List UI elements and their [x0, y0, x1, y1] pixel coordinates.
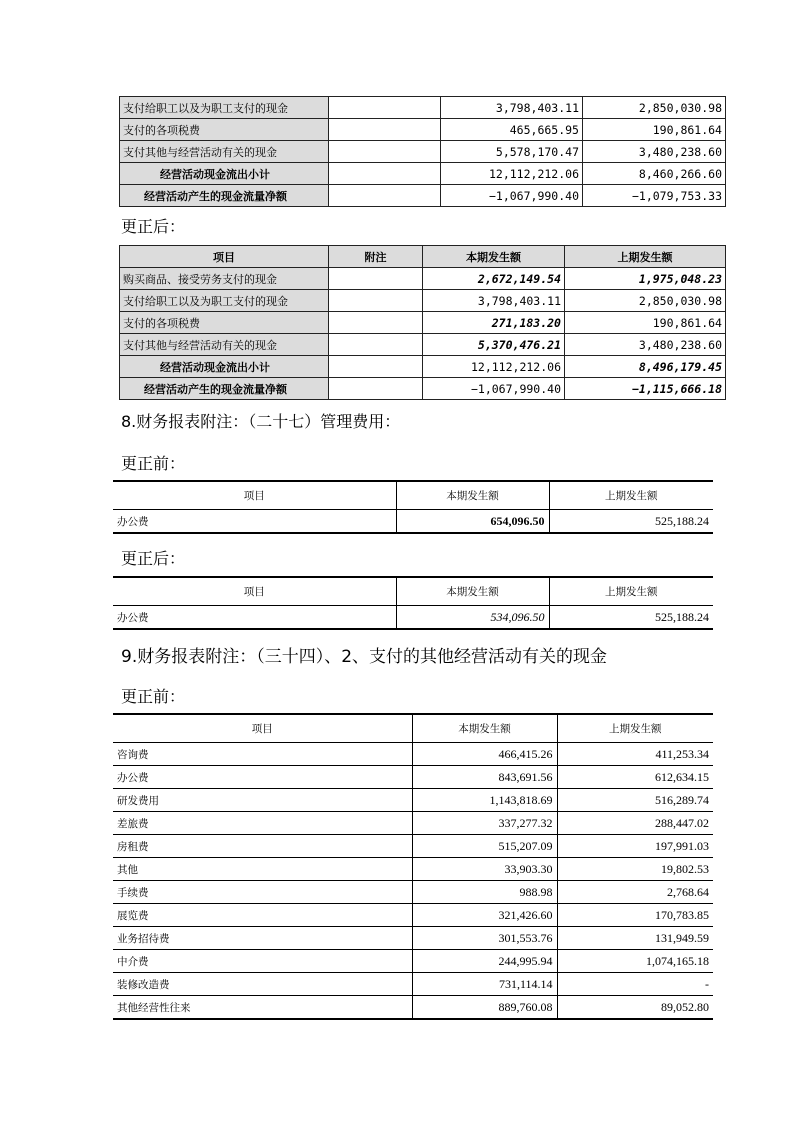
- header-previous: 上期发生额: [557, 714, 713, 743]
- row-item: 其他: [113, 858, 412, 881]
- table-row: [113, 606, 713, 630]
- table-row: [120, 290, 726, 312]
- row-current: 5,578,170.47: [441, 141, 583, 163]
- row-item: 支付给职工以及为职工支付的现金: [120, 97, 329, 119]
- row-item: 经营活动产生的现金流量净额: [120, 185, 329, 207]
- row-previous: 525,188.24: [549, 510, 713, 534]
- table-row: [120, 119, 726, 141]
- row-item: 经营活动产生的现金流量净额: [120, 378, 329, 400]
- table-header-row: [113, 714, 713, 743]
- table-row: [113, 904, 713, 927]
- row-previous: −1,115,666.18: [565, 378, 726, 400]
- header-item: 项目: [113, 577, 396, 606]
- row-previous: 2,850,030.98: [565, 290, 726, 312]
- row-previous: 2,768.64: [557, 881, 713, 904]
- admin-expense-table-after: [113, 576, 713, 630]
- row-note: [329, 290, 423, 312]
- row-item: 手续费: [113, 881, 412, 904]
- row-current: 654,096.50: [396, 510, 549, 534]
- row-note: [329, 97, 441, 119]
- table-row: [120, 334, 726, 356]
- row-note: [329, 141, 441, 163]
- header-item: 项目: [113, 714, 412, 743]
- table-row: [120, 185, 726, 207]
- row-current: 731,114.14: [412, 973, 557, 996]
- row-current: −1,067,990.40: [441, 185, 583, 207]
- row-current: 33,903.30: [412, 858, 557, 881]
- other-operating-cash-table: [113, 713, 713, 1020]
- row-previous: 197,991.03: [557, 835, 713, 858]
- header-previous: 上期发生额: [549, 481, 713, 510]
- header-item: 项目: [113, 481, 396, 510]
- table-row: [113, 973, 713, 996]
- row-item: 装修改造费: [113, 973, 412, 996]
- row-current: 889,760.08: [412, 996, 557, 1020]
- label-before-corrected: 更正前：: [121, 454, 186, 473]
- row-previous: 411,253.34: [557, 743, 713, 766]
- row-item: 支付给职工以及为职工支付的现金: [120, 290, 329, 312]
- row-previous: 612,634.15: [557, 766, 713, 789]
- table-row: [113, 812, 713, 835]
- table-header-row: [120, 246, 726, 268]
- label-before-corrected-3: 更正前：: [121, 687, 186, 706]
- label-after-corrected: 更正后：: [121, 217, 186, 236]
- table-row: [113, 881, 713, 904]
- table-row: [113, 835, 713, 858]
- table-row: [113, 766, 713, 789]
- table-row: [120, 268, 726, 290]
- table-row: [120, 163, 726, 185]
- row-item: 支付其他与经营活动有关的现金: [120, 334, 329, 356]
- table-row: [120, 312, 726, 334]
- table-header-row: [113, 577, 713, 606]
- row-note: [329, 185, 441, 207]
- row-previous: 89,052.80: [557, 996, 713, 1020]
- row-current: 337,277.32: [412, 812, 557, 835]
- row-current: 321,426.60: [412, 904, 557, 927]
- section-8-title: 8.财务报表附注：（二十七）管理费用：: [121, 412, 401, 431]
- row-item: 咨询费: [113, 743, 412, 766]
- row-item: 支付其他与经营活动有关的现金: [120, 141, 329, 163]
- row-item: 办公费: [113, 606, 396, 630]
- header-current: 本期发生额: [396, 577, 549, 606]
- row-item: 展览费: [113, 904, 412, 927]
- row-item: 研发费用: [113, 789, 412, 812]
- cashflow-table-after: [119, 245, 726, 400]
- row-item: 支付的各项税费: [120, 312, 329, 334]
- row-current: 3,798,403.11: [441, 97, 583, 119]
- row-current: 2,672,149.54: [423, 268, 565, 290]
- row-note: [329, 312, 423, 334]
- table-header-row: [113, 481, 713, 510]
- row-previous: 131,949.59: [557, 927, 713, 950]
- row-previous: 2,850,030.98: [583, 97, 726, 119]
- table-row: [113, 789, 713, 812]
- table-row: [120, 141, 726, 163]
- section-9-title: 9.财务报表附注：（三十四）、2、支付的其他经营活动有关的现金: [121, 647, 608, 667]
- row-previous: 8,460,266.60: [583, 163, 726, 185]
- row-previous: 8,496,179.45: [565, 356, 726, 378]
- row-previous: 1,975,048.23: [565, 268, 726, 290]
- row-note: [329, 268, 423, 290]
- table-row: [113, 510, 713, 534]
- row-note: [329, 378, 423, 400]
- row-note: [329, 163, 441, 185]
- row-current: 988.98: [412, 881, 557, 904]
- row-current: −1,067,990.40: [423, 378, 565, 400]
- row-current: 843,691.56: [412, 766, 557, 789]
- row-current: 271,183.20: [423, 312, 565, 334]
- row-previous: 1,074,165.18: [557, 950, 713, 973]
- header-current: 本期发生额: [412, 714, 557, 743]
- row-item: 其他经营性往来: [113, 996, 412, 1020]
- table-row: [113, 927, 713, 950]
- row-current: 1,143,818.69: [412, 789, 557, 812]
- row-current: 12,112,212.06: [441, 163, 583, 185]
- header-current: 本期发生额: [396, 481, 549, 510]
- header-current: 本期发生额: [423, 246, 565, 268]
- row-item: 办公费: [113, 510, 396, 534]
- row-previous: 190,861.64: [565, 312, 726, 334]
- table-row: [120, 356, 726, 378]
- header-previous: 上期发生额: [549, 577, 713, 606]
- row-previous: 3,480,238.60: [583, 141, 726, 163]
- row-current: 465,665.95: [441, 119, 583, 141]
- row-previous: 525,188.24: [549, 606, 713, 630]
- table-row: [113, 950, 713, 973]
- row-previous: 190,861.64: [583, 119, 726, 141]
- row-previous: −1,079,753.33: [583, 185, 726, 207]
- header-note: 附注: [329, 246, 423, 268]
- row-item: 差旅费: [113, 812, 412, 835]
- row-previous: 3,480,238.60: [565, 334, 726, 356]
- row-item: 购买商品、接受劳务支付的现金: [120, 268, 329, 290]
- row-item: 经营活动现金流出小计: [120, 356, 329, 378]
- row-current: 534,096.50: [396, 606, 549, 630]
- cashflow-table-before-continued: [119, 96, 726, 207]
- header-item: 项目: [120, 246, 329, 268]
- row-current: 301,553.76: [412, 927, 557, 950]
- row-previous: 288,447.02: [557, 812, 713, 835]
- row-item: 支付的各项税费: [120, 119, 329, 141]
- row-current: 12,112,212.06: [423, 356, 565, 378]
- row-current: 3,798,403.11: [423, 290, 565, 312]
- row-previous: 516,289.74: [557, 789, 713, 812]
- row-item: 业务招待费: [113, 927, 412, 950]
- table-row: [113, 996, 713, 1020]
- row-item: 房租费: [113, 835, 412, 858]
- row-item: 经营活动现金流出小计: [120, 163, 329, 185]
- admin-expense-table-before: [113, 480, 713, 534]
- row-current: 244,995.94: [412, 950, 557, 973]
- row-current: 515,207.09: [412, 835, 557, 858]
- table-row: [120, 378, 726, 400]
- row-item: 中介费: [113, 950, 412, 973]
- label-after-corrected-2: 更正后：: [121, 549, 186, 568]
- row-note: [329, 334, 423, 356]
- row-previous: -: [557, 973, 713, 996]
- table-row: [113, 858, 713, 881]
- row-note: [329, 119, 441, 141]
- table-row: [113, 743, 713, 766]
- row-current: 466,415.26: [412, 743, 557, 766]
- row-note: [329, 356, 423, 378]
- row-current: 5,370,476.21: [423, 334, 565, 356]
- table-row: [120, 97, 726, 119]
- row-previous: 170,783.85: [557, 904, 713, 927]
- row-item: 办公费: [113, 766, 412, 789]
- row-previous: 19,802.53: [557, 858, 713, 881]
- header-previous: 上期发生额: [565, 246, 726, 268]
